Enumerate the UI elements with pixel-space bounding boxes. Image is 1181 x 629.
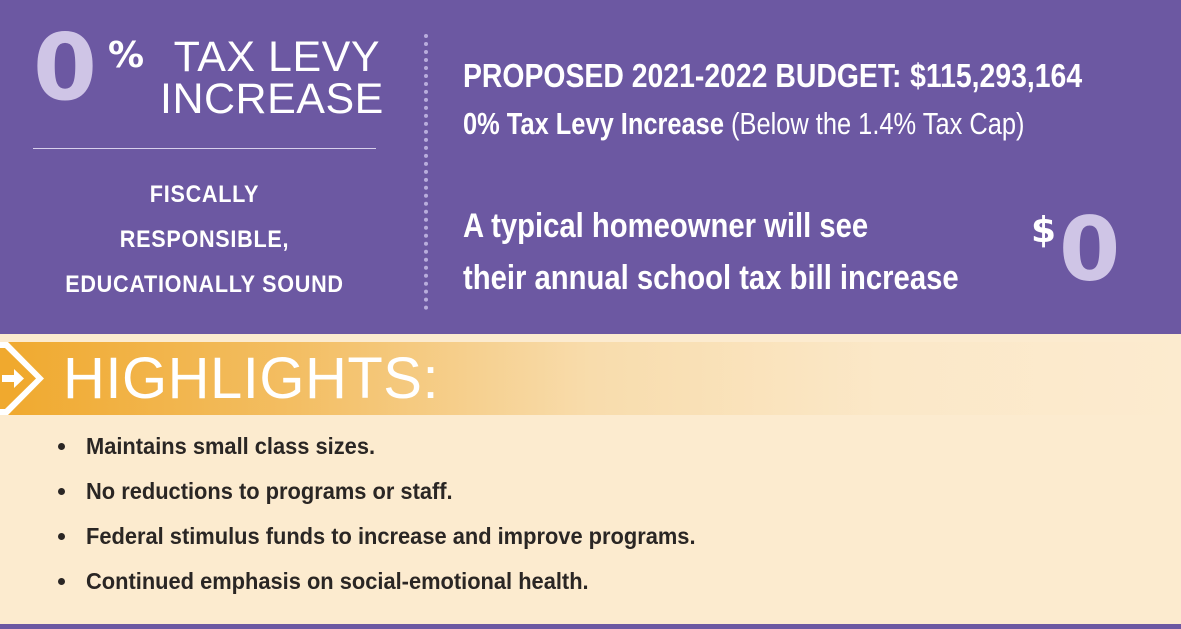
dotted-divider — [424, 34, 428, 310]
tagline-line1: FISCALLY — [149, 181, 260, 208]
bullet-icon — [58, 443, 65, 450]
tagline-line2: RESPONSIBLE, — [119, 226, 290, 253]
budget-label: PROPOSED 2021-2022 BUDGET: — [463, 57, 902, 94]
budget-heading — [463, 58, 1082, 94]
levy-percent-number: 0 — [33, 14, 98, 121]
levy-headline — [160, 33, 384, 123]
levy-statement — [463, 106, 1024, 142]
homeowner-line2: their annual school tax bill increase — [463, 259, 959, 297]
budget-amount: $115,293,164 — [910, 57, 1083, 94]
dollar-sign: $ — [1031, 210, 1057, 251]
dollar-value: 0 — [1059, 198, 1121, 301]
levy-statement-bold: 0% Tax Levy Increase — [463, 106, 724, 141]
homeowner-statement — [463, 200, 959, 304]
levy-headline-line2: INCREASE — [160, 75, 384, 123]
tagline-line3: EDUCATIONALLY SOUND — [65, 271, 344, 298]
tagline — [50, 172, 359, 307]
homeowner-line1: A typical homeowner will see — [463, 207, 869, 245]
bullet-icon — [58, 578, 65, 585]
bullet-icon — [58, 533, 65, 540]
divider-line — [33, 148, 376, 149]
bottom-border — [0, 624, 1181, 629]
highlights-title: HIGHLIGHTS: — [63, 346, 440, 411]
bullet-icon — [58, 488, 65, 495]
percent-sign: % — [108, 35, 145, 76]
levy-headline-line1: TAX LEVY — [173, 33, 380, 81]
levy-statement-note: (Below the 1.4% Tax Cap) — [731, 106, 1025, 141]
